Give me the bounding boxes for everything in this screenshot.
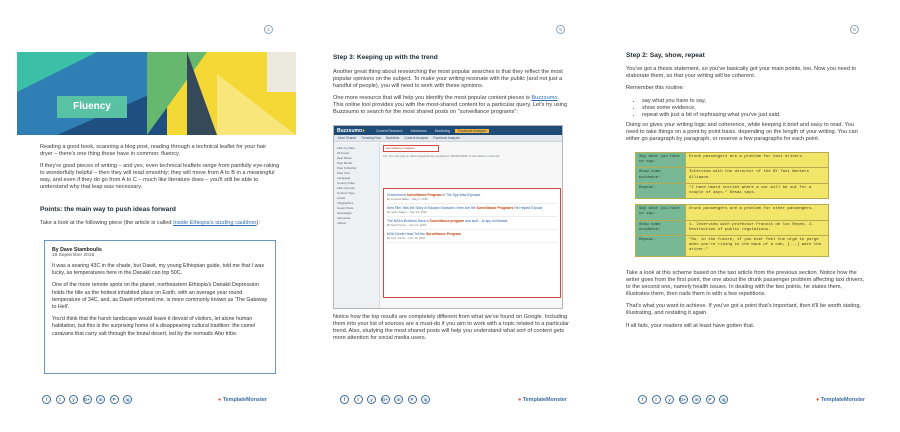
paragraph: Remember this routine:	[626, 85, 685, 92]
result-title[interactable]: New Film Tells the Story of Edward Snowden: Here Are the Surveillance Programs He Helped Expose	[387, 206, 543, 210]
filter-item[interactable]: Filter by Date	[337, 146, 355, 150]
facebook-icon[interactable]: f	[42, 395, 51, 404]
google-plus-icon[interactable]: G+	[83, 397, 91, 402]
banner-title: Fluency	[73, 101, 111, 112]
twitter-icon[interactable]: t	[354, 395, 363, 404]
tab-content-research[interactable]: Content Research	[376, 128, 403, 133]
body-text	[626, 66, 866, 97]
filter-item[interactable]: Videos	[337, 221, 347, 225]
twitter-icon[interactable]: t	[652, 395, 661, 404]
subnav-item[interactable]: Trending Now	[361, 136, 381, 140]
search-input[interactable]: surveillance program	[383, 145, 439, 152]
paragraph: That's what you want to achieve. If you've got a point that's important, then it'll be worth stating, illustrating, and restating it again.	[626, 303, 861, 317]
page-2	[302, 0, 598, 432]
youtube-icon[interactable]: y	[69, 395, 78, 404]
subnav-item[interactable]: Content Analysis	[404, 136, 429, 140]
linkedin-icon[interactable]: in	[96, 395, 105, 404]
buzzsumo-logo: Buzzsumo●	[337, 127, 366, 134]
brand-logo[interactable]: ● TemplateMonster	[218, 397, 267, 403]
quote-author: By Dave Stamboulis	[52, 247, 102, 253]
brand-logo[interactable]: ● TemplateMonster	[816, 397, 865, 403]
facebook-icon[interactable]: f	[638, 395, 647, 404]
quote-paragraph: You'd think that the harsh landscape would leave it devoid of visitors, let alone human habitation, but this is the surprising home of a disappearing cultural tradition: the camel caravans that carry salt through the brutal desert, led by the nomadic Afar tribe.	[52, 316, 256, 337]
result-title[interactable]: Government Surveillance Program in The Spy Was Exposed	[387, 193, 481, 197]
paragraph: Reading a good book, scanning a blog post, reading through a technical leaflet for your hair dryer – there's one thing these have in common: fluency.	[40, 144, 267, 158]
subnav-item[interactable]: Most Shared	[338, 136, 357, 140]
body-text	[333, 69, 569, 122]
social-links	[42, 395, 132, 405]
tab-influencers[interactable]: Influencers	[410, 128, 427, 133]
pinterest-icon[interactable]: P	[706, 395, 715, 404]
page-1	[4, 0, 300, 432]
quote-paragraph: It was a searing 43C in the shade, but Dawit, my young Ethiopian guide, told me that I was lucky, as temperatures here in the Danakil can top 50C.	[52, 263, 264, 277]
say-show-repeat-table	[635, 152, 829, 257]
instagram-icon[interactable]: ig	[123, 395, 132, 404]
section-heading: Points: the main way to push ideas forward	[40, 206, 176, 213]
list-item: • show some evidence,	[642, 105, 866, 112]
filter-item[interactable]: Filter Domain	[337, 186, 355, 190]
result-meta: By Amanda Blake – May 5, 2018	[387, 197, 557, 204]
intro-line: Take a look at the following piece (the article is called Inside Ethiopia's sizzling cauldron):	[40, 220, 260, 226]
filter-item[interactable]: Past Week	[337, 156, 352, 160]
subnav-item[interactable]: Facebook Analyzer	[433, 136, 461, 140]
linkedin-icon[interactable]: in	[394, 395, 403, 404]
page-number: 5	[556, 25, 565, 34]
google-plus-icon[interactable]: G+	[679, 397, 687, 402]
table-row: Repeat: "I have heard stories where a car will be out for a couple of days." Desai says.	[636, 183, 829, 198]
google-plus-icon[interactable]: G+	[381, 397, 389, 402]
page-number: 4	[264, 25, 273, 34]
result-meta: By Kyle Turner – Nov 16, 2016	[387, 236, 557, 243]
table-row: Show some evidence: 1. Interview with professor Francis de los Reyes. 2. Destruction of public regulations.	[636, 220, 829, 235]
page-number: 6	[850, 25, 859, 34]
filter-item[interactable]: Past 6 Months	[337, 166, 357, 170]
filter-sidebar	[334, 143, 380, 309]
brand-logo[interactable]: ● TemplateMonster	[518, 397, 567, 403]
quote-date: 18 September 2018	[52, 253, 95, 258]
filter-item[interactable]: Content Type	[337, 191, 355, 195]
section-heading: Step 3: Keeping up with the trend	[333, 54, 438, 61]
paragraph: Take a look at this scheme based on the taxi article from the previous section. Notice how the writer goes from the first point, the one about the drunk passenger problem affecting taxi drivers, to the second one, namely health issues. In dealing with the two points, he states them, illustrates them, then nails them in with a few repetitions.	[626, 270, 865, 298]
filter-item[interactable]: Giveaways	[337, 211, 352, 215]
body-text-after	[626, 270, 866, 335]
social-links	[340, 395, 430, 405]
page-3	[600, 0, 896, 432]
tab-monitoring[interactable]: Monitoring	[434, 128, 451, 133]
pinterest-icon[interactable]: P	[408, 395, 417, 404]
quote-paragraph: One of the more remote spots on the planet, northeastern Ethiopia's Danakil Depression holds the title as the hottest inhabited place on Earth, with an average year round temperature of 34C, and, as Dawit informed me, is more commonly known as 'The Gateway to Hell'.	[52, 282, 268, 311]
table-row: Repeat: "So, in the future, if you ever feel the urge to purge when you're riding in the back of a cab, [...] warn the driver."	[636, 236, 829, 257]
section-heading: Step 2: Say, show, repeat	[626, 52, 705, 59]
result-meta: By Jason Mayer – Sep 14, 2016	[387, 210, 557, 217]
paragraph: You've got a thesis statement, so you've basically got your main points, too. Now you need to elaborate them, so that your writing will be coherent.	[626, 66, 857, 80]
filter-item[interactable]: Past Year	[337, 171, 350, 175]
quote-box	[44, 240, 276, 374]
body-text: Doing so gives your writing logic and coherence, while keeping it brief and easy to read. You need to take things on a point by point basis, depending on the length of your writing. You can either go paragraph by paragraph, or reserve a few paragraphs for each point.	[626, 122, 858, 143]
table-row: Say what you have to say: Drunk passengers are a problem for taxi drivers.	[636, 153, 829, 168]
buzzsumo-link[interactable]: Buzzsumo	[531, 95, 558, 102]
fluency-banner	[17, 52, 296, 135]
body-text-after: Notice how the top results are completely different from what we've found on Google. Including them into your list of sources are a must-do if you aim to work with a topic related to a particular trend. Also, studying the most shared posts will help you understand what sort of content gets more attention for social media users.	[333, 314, 569, 342]
instagram-icon[interactable]: ig	[719, 395, 728, 404]
intro-text	[40, 144, 280, 197]
filter-item[interactable]: Article	[337, 196, 346, 200]
search-hint: Tip: You can type in other keywords by combining "ADVANCED" in the Filters on the left	[383, 154, 500, 158]
result-meta: By Keith Turner – Sep 10, 2018	[387, 223, 557, 230]
filter-item[interactable]: 24 Hours	[337, 151, 350, 155]
list-item: • say what you have to say,	[642, 98, 866, 105]
paragraph: Another great thing about researching the most popular searches is that they reflect the most popular opinions on the subject. To make your writing resonate with the public (and not just a handful of people), you will need to work with these opinions.	[333, 69, 563, 90]
pinterest-icon[interactable]: P	[110, 395, 119, 404]
subnav-item[interactable]: Backlinks	[385, 136, 400, 140]
twitter-icon[interactable]: t	[56, 395, 65, 404]
instagram-icon[interactable]: ig	[421, 395, 430, 404]
article-link[interactable]: Inside Ethiopia's sizzling cauldron	[173, 220, 257, 226]
result-title[interactable]: NSA Chiefs Head Tell the Surveillance Program	[387, 232, 461, 236]
paragraph: One more resource that will help you identify the most popular content pieces is Buzzsumo. This online tool provides you with the most-shared content for a particular query. Let's try using Buzzsumo to search for the most shared posts on "surveillance programs":	[333, 95, 568, 116]
list-item: • repeat with just a bit of rephrasing what you've just said.	[642, 112, 866, 119]
table-row: Show some evidence: Interview with the director of the NY Taxi Workers Alliance.	[636, 168, 829, 183]
filter-item[interactable]: Guest Posts	[337, 206, 354, 210]
filter-item[interactable]: Language	[337, 176, 351, 180]
filter-item[interactable]: Interviews	[337, 216, 351, 220]
buzzsumo-screenshot	[333, 125, 563, 309]
table-row: Say what you have to say: Drunk passengers are a problem for other passengers.	[636, 205, 829, 220]
linkedin-icon[interactable]: in	[692, 395, 701, 404]
result-title[interactable]: The NSA's Brothers Have a Surveillance program and stuff – to spy on liberals	[387, 219, 508, 223]
results-list	[383, 188, 561, 298]
filter-item[interactable]: Past Month	[337, 161, 353, 165]
facebook-icon[interactable]: f	[340, 395, 349, 404]
filter-item[interactable]: Infographics	[337, 201, 354, 205]
routine-list	[630, 98, 866, 119]
filter-item[interactable]: Country Filter	[337, 181, 356, 185]
youtube-icon[interactable]: y	[367, 395, 376, 404]
paragraph: If they're good pieces of writing – and yes, even technical leaflets range from painfully eye-raking to wonderfully helpful – then they will read smoothly; they will move from A to B in a meaningful way, and even if they do go from A to C – much like literature does – you'll still be able to understand why that leap was necessary.	[40, 163, 280, 191]
tab-facebook-analyzer[interactable]: Facebook Analyzer	[455, 129, 489, 133]
social-links	[638, 395, 728, 405]
youtube-icon[interactable]: y	[665, 395, 674, 404]
paragraph: If all fails, your readers will at least have gotten that.	[626, 322, 755, 329]
